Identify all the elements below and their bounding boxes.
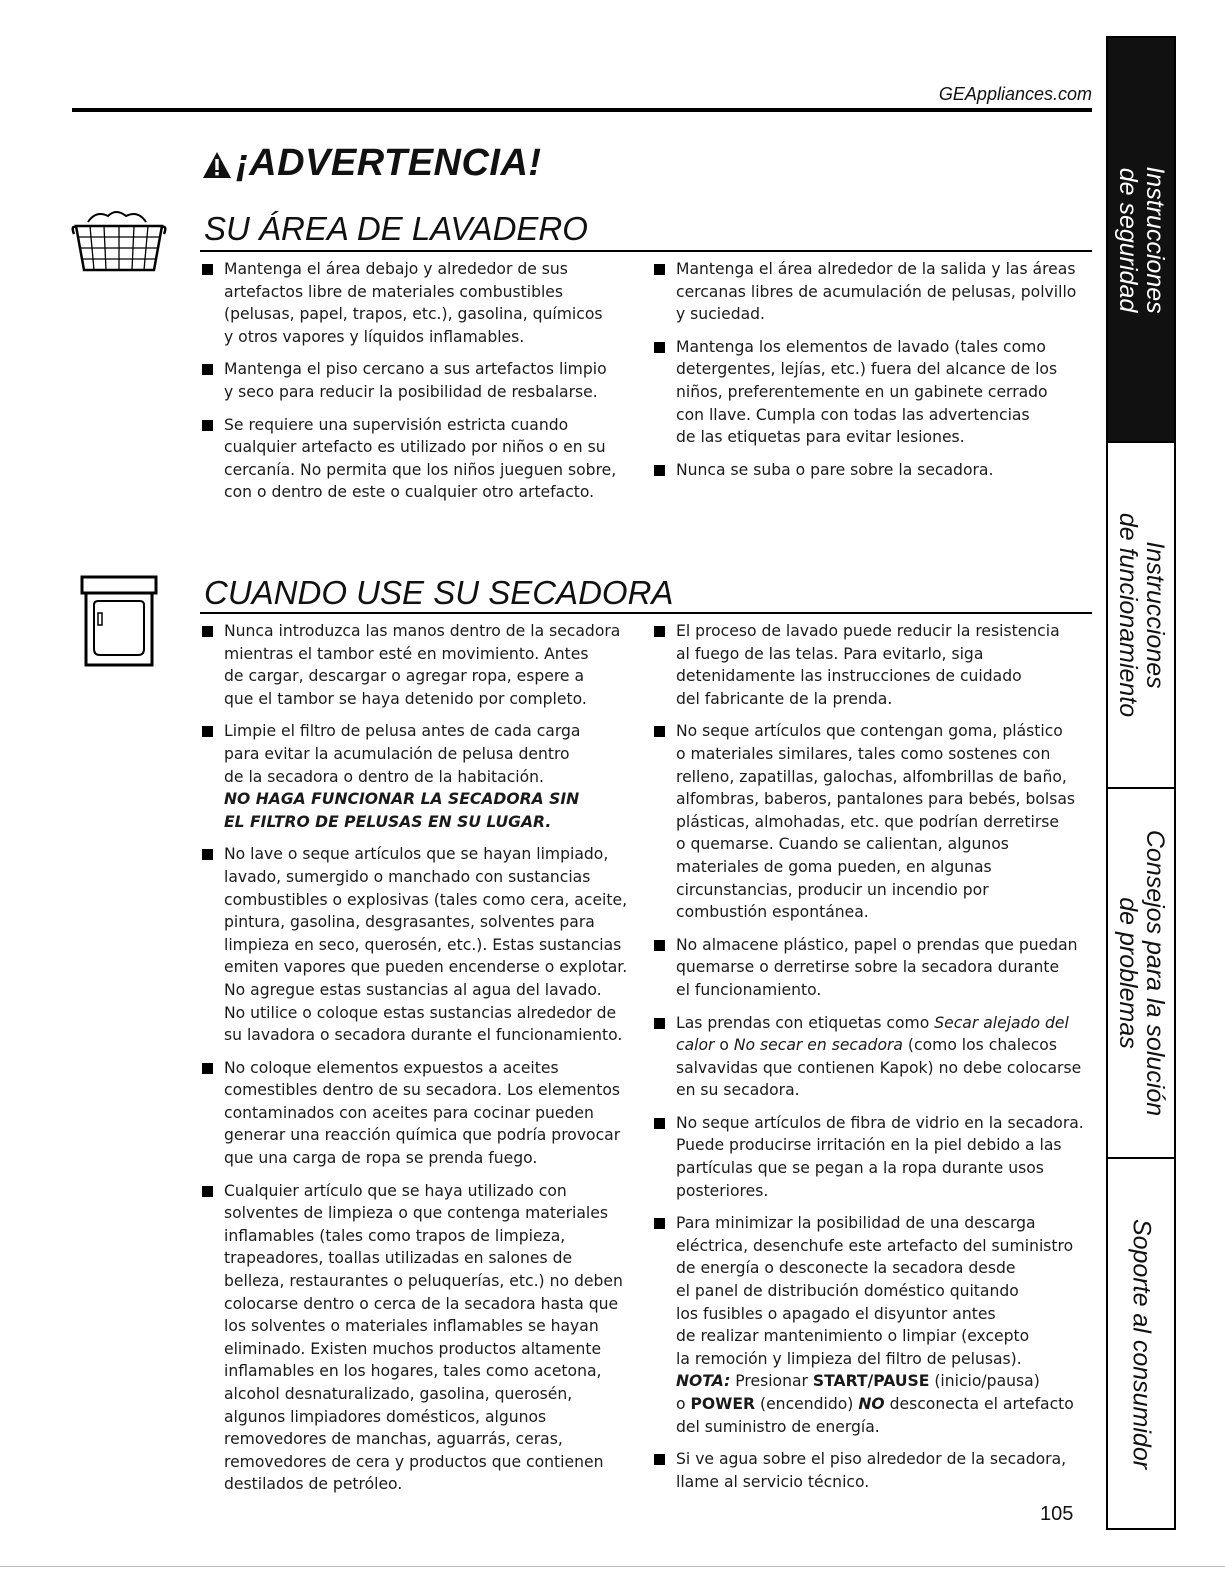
tab-troubleshooting-tips[interactable]: Consejos para la solución de problemas	[1114, 829, 1169, 1117]
tab-consumer-support[interactable]: Soporte al consumidor	[1127, 1218, 1156, 1469]
list-item: Si ve agua sobre el piso alrededor de la secadora, llame al servicio técnico.	[654, 1448, 1094, 1493]
list-item: Nunca se suba o pare sobre la secadora.	[654, 459, 1094, 482]
list-item: Mantenga el área alrededor de la salida y las áreas cercanas libres de acumulación de pelusas, polvillo y suciedad.	[654, 258, 1094, 326]
section-rule	[200, 250, 1092, 252]
list-item: El proceso de lavado puede reducir la resistencia al fuego de las telas. Para evitarlo, siga detenidamente las instrucciones de cuidado del fabricante de la prenda.	[654, 620, 1094, 710]
warning-title	[202, 142, 542, 185]
tab-safety-instructions[interactable]: Instrucciones de seguridad	[1108, 38, 1174, 441]
list-item: No almacene plástico, papel o prendas que puedan quemarse o derretirse sobre la secadora durante el funcionamiento.	[654, 934, 1094, 1002]
bottom-rule	[0, 1566, 1225, 1567]
section1-left-column	[202, 258, 642, 514]
list-item: Las prendas con etiquetas como Secar alejado del calor o No secar en secadora (como los chalecos salvavidas que contienen Kapok) no debe colocarse en su secadora.	[654, 1012, 1094, 1102]
list-item: Cualquier artículo que se haya utilizado con solventes de limpieza o que contenga materiales inflamables (tales como trapos de limpieza, trapeadores, toallas utilizadas en salones de belleza, restaurantes o peluquerías, etc.) no deben colocarse dentro o cerca de la secadora hasta que los solventes o materiales inflamables se hayan eliminado. Existen muchos productos altamente inflamables en los hogares, tales como acetona, alcohol desnaturalizado, gasolina, querosén, algunos limpiadores domésticos, algunos removedores de manchas, aguarrás, ceras, removedores de cera y productos que contienen destilados de petróleo.	[202, 1180, 642, 1496]
list-item: Limpie el filtro de pelusa antes de cada carga para evitar la acumulación de pelusa dentro de la secadora o dentro de la habitación. NO HAGA FUNCIONAR LA SECADORA SIN EL FILTRO DE PELUSAS EN SU LUGAR.	[202, 720, 642, 833]
list-item: Para minimizar la posibilidad de una descarga eléctrica, desenchufe este artefacto del suministro de energía o desconecte la secadora desde el panel de distribución doméstico quitando los fusibles o apagado el disyuntor antes de realizar mantenimiento o limpiar (excepto la remoción y limpieza del filtro de pelusas). NOTA: Presionar START/PAUSE (inicio/pausa) o POWER (encendido) NO desconecta el artefacto del suministro de energía.	[654, 1212, 1094, 1438]
section1-right-column	[654, 258, 1094, 491]
list-item: Mantenga el piso cercano a sus artefactos limpio y seco para reducir la posibilidad de resbalarse.	[202, 358, 642, 403]
section-title-using-dryer: CUANDO USE SU SECADORA	[204, 574, 674, 611]
list-item: Nunca introduzca las manos dentro de la secadora mientras el tambor esté en movimiento. Antes de cargar, descargar o agregar ropa, espere a que el tambor se haya detenido por completo.	[202, 620, 642, 710]
site-url: GEAppliances.com	[938, 84, 1092, 104]
section-tabs	[1106, 36, 1176, 1530]
warning-triangle-icon	[202, 151, 232, 179]
section-rule	[200, 612, 1092, 614]
laundry-basket-icon	[66, 208, 172, 274]
list-item: No coloque elementos expuestos a aceites comestibles dentro de su secadora. Los elementos contaminados con aceites para cocinar pueden generar una reacción química que podría provocar que una carga de ropa se prenda fuego.	[202, 1057, 642, 1170]
list-item: Mantenga los elementos de lavado (tales como detergentes, lejías, etc.) fuera del alcance de los niños, preferentemente en un gabinete cerrado con llave. Cumpla con todas las advertencias de las etiquetas para evitar lesiones.	[654, 336, 1094, 449]
tab-operating-instructions[interactable]: Instrucciones de funcionamiento	[1114, 512, 1169, 718]
list-item: Se requiere una supervisión estricta cuando cualquier artefacto es utilizado por niños o en su cercanía. No permita que los niños jueguen sobre, con o dentro de este o cualquier otro artefacto.	[202, 414, 642, 504]
dryer-icon	[80, 575, 158, 667]
section-title-laundry-area: SU ÁREA DE LAVADERO	[204, 210, 588, 247]
section2-right-column	[654, 620, 1094, 1503]
warning-title-text: ¡ADVERTENCIA!	[236, 142, 542, 184]
list-item: Mantenga el área debajo y alrededor de sus artefactos libre de materiales combustibles (pelusas, papel, trapos, etc.), gasolina, químicos y otros vapores y líquidos inflamables.	[202, 258, 642, 348]
page-number: 105	[1040, 1503, 1074, 1525]
section2-left-column	[202, 620, 642, 1506]
list-item: No seque artículos que contengan goma, plástico o materiales similares, tales como sostenes con relleno, zapatillas, galochas, alfombrillas de baño, alfombras, baberos, pantalones para bebés, bolsas plásticas, almohadas, etc. que podrían derretirse o quemarse. Cuando se calientan, algunos materiales de goma pueden, en algunas circunstancias, producir un incendio por combustión espontánea.	[654, 720, 1094, 923]
header-rule	[72, 108, 1092, 112]
list-item: No seque artículos de fibra de vidrio en la secadora. Puede producirse irritación en la piel debido a las partículas que se pegan a la ropa durante usos posteriores.	[654, 1112, 1094, 1202]
list-item: No lave o seque artículos que se hayan limpiado, lavado, sumergido o manchado con sustancias combustibles o explosivas (tales como cera, aceite, pintura, gasolina, desgrasantes, solventes para limpieza en seco, querosén, etc.). Estas sustancias emiten vapores que pueden encenderse o explotar. No agregue estas sustancias al agua del lavado. No utilice o coloque estas sustancias alrededor de su lavadora o secadora durante el funcionamiento.	[202, 843, 642, 1046]
